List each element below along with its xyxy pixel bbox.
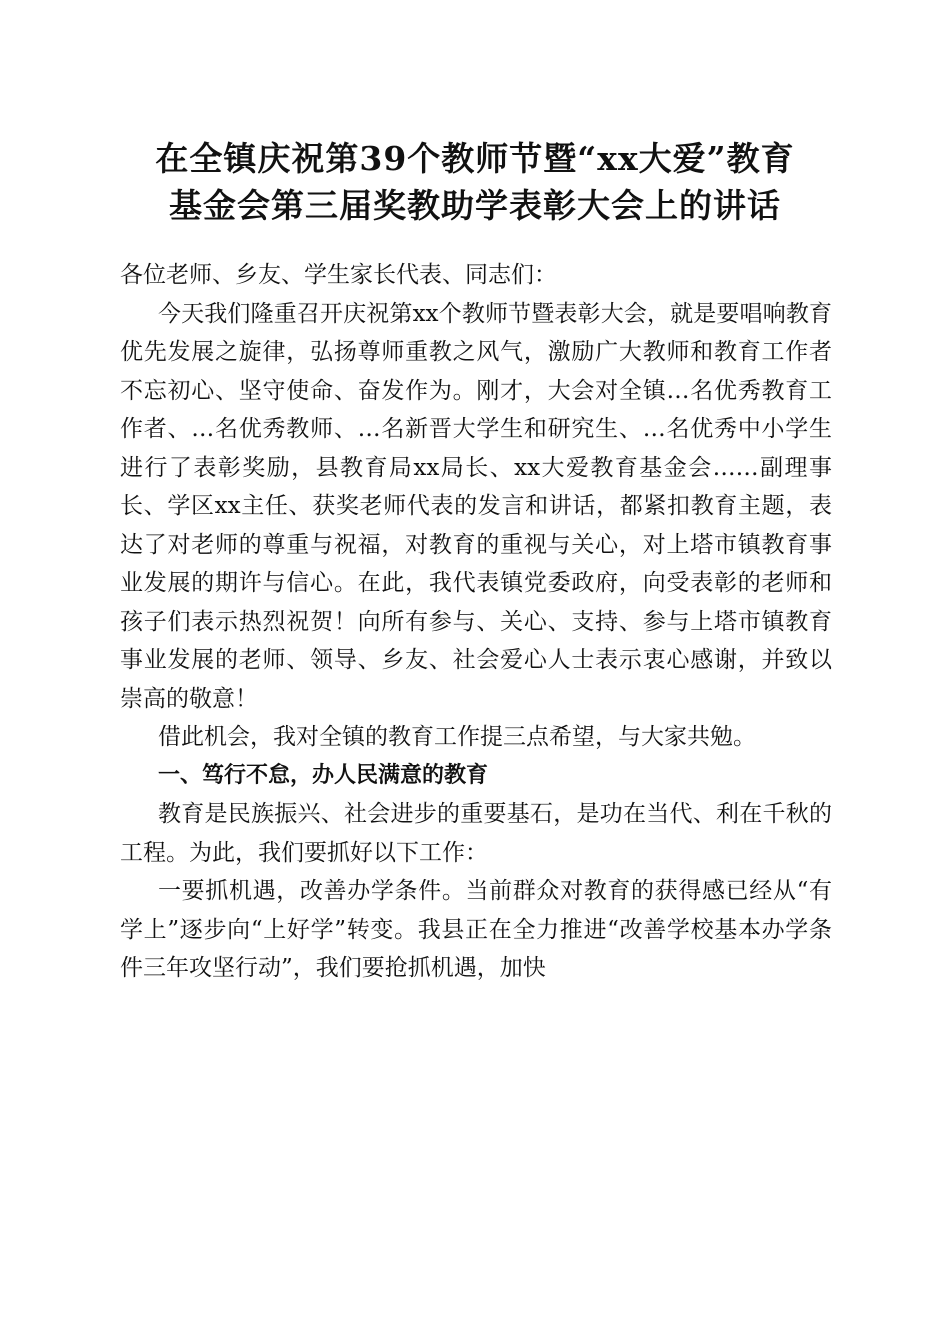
paragraph-1: 今天我们隆重召开庆祝第xx个教师节暨表彰大会，就是要唱响教育优先发展之旋律，弘扬尊师重教之风气，激励广大教师和教育工作者不忘初心、坚守使命、奋发作为。刚才，大会对全镇…名优秀教育工作者、…名优秀教师、…名新晋大学生和研究生、…名优秀中小学生进行了表彰奖励，县教育局xx局长、xx大爱教育基金会……副理事长、学区xx主任、获奖老师代表的发言和讲话，都紧扣教育主题，表达了对老师的尊重与祝福，对教育的重视与关心，对上塔市镇教育事业发展的期许与信心。在此，我代表镇党委政府，向受表彰的老师和孩子们表示热烈祝贺！向所有参与、关心、支持、参与上塔市镇教育事业发展的老师、领导、乡友、社会爱心人士表示衷心感谢，并致以崇高的敬意！ [120, 300, 832, 712]
document-title [60, 135, 890, 229]
paragraph-2: 借此机会，我对全镇的教育工作提三点希望，与大家共勉。 [158, 724, 756, 750]
document-body [120, 256, 832, 988]
section-heading-1: 一、笃行不怠，办人民满意的教育 [158, 762, 489, 788]
salutation: 各位老师、乡友、学生家长代表、同志们： [120, 262, 557, 288]
paragraph-3: 教育是民族振兴、社会进步的重要基石，是功在当代、利在千秋的工程。为此，我们要抓好以下工作： [120, 801, 832, 866]
paragraph-4: 一要抓机遇，改善办学条件。当前群众对教育的获得感已经从“有学上”逐步向“上好学”转变。我县正在全力推进“改善学校基本办学条件三年攻坚行动”，我们要抢抓机遇，加快 [120, 878, 832, 981]
title-line-2: 基金会第三届奖教助学表彰大会上的讲话 [169, 186, 781, 225]
title-line-1: 在全镇庆祝第39个教师节暨“xx大爱”教育 [155, 139, 795, 178]
